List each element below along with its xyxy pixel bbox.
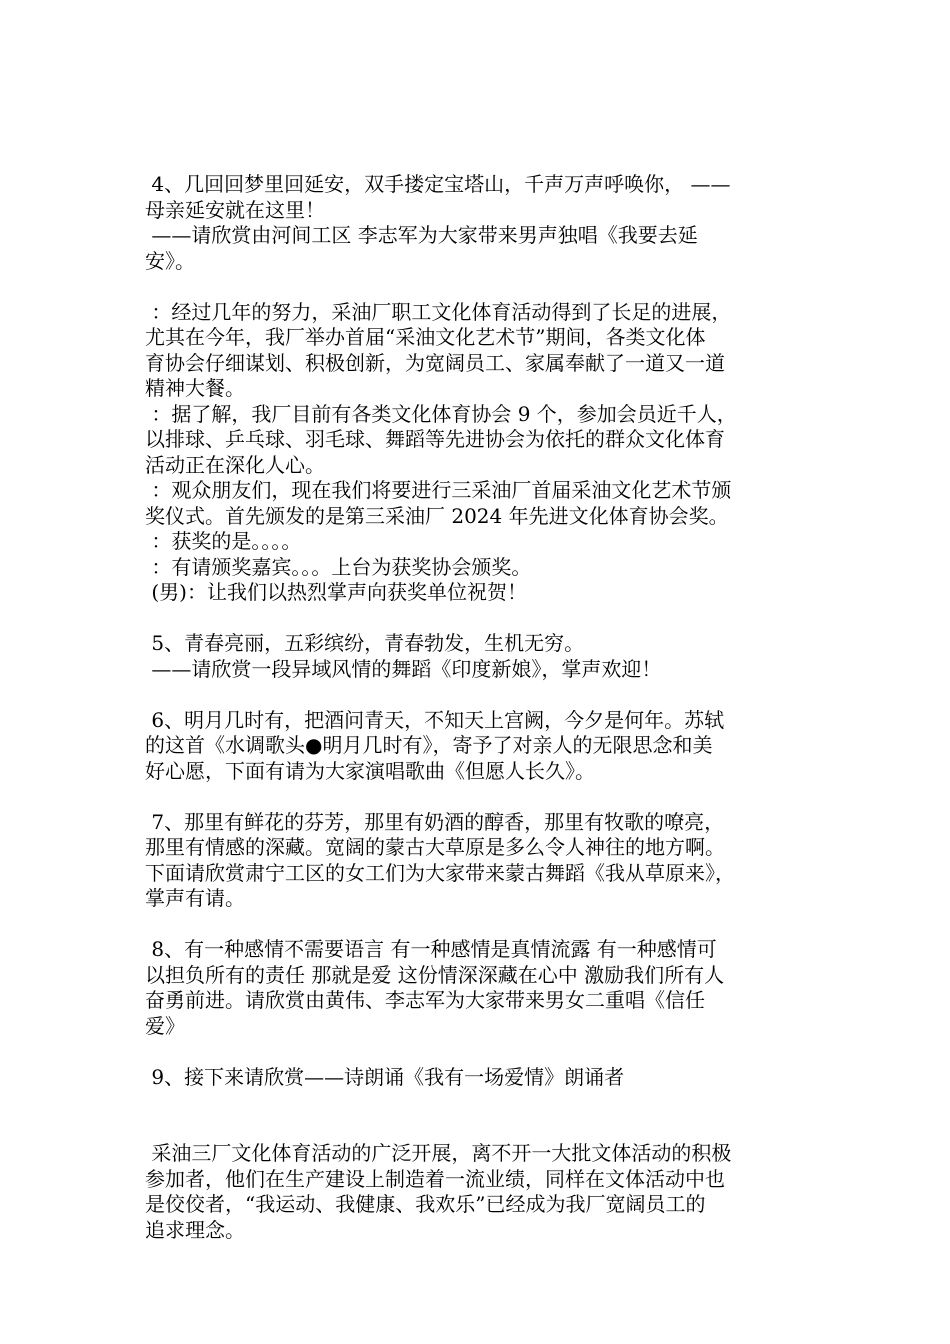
text-line: 9、接下来请欣赏——诗朗诵《我有一场爱情》朗诵者 [145,1064,625,1089]
text-line: 奋勇前进。请欣赏由黄伟、李志军为大家带来男女二重唱《信任 [145,988,705,1012]
text-line: 6、明月几时有，把酒问青天，不知天上宫阙，今夕是何年。苏轼 [145,707,725,732]
text-line: 7、那里有鲜花的芬芳，那里有奶酒的醇香，那里有牧歌的嘹亮， [145,809,725,834]
paragraph-spacer [145,274,817,300]
paragraph-closing [145,1141,817,1243]
paragraph-spacer [145,1039,817,1065]
text-line: 8、有一种感情不需要语言 有一种感情是真情流露 有一种感情可 [145,937,717,961]
text-line: 下面请欣赏肃宁工区的女工们为大家带来蒙古舞蹈《我从草原来》， [145,860,735,885]
text-line: 奖仪式。首先颁发的是第三采油厂 2024 年先进文化体育协会奖。 [145,503,729,528]
paragraph-9 [145,1065,817,1091]
text-line: 以排球、乒乓球、羽毛球、舞蹈等先进协会为依托的群众文化体育 [145,427,725,451]
text-line: 采油三厂文化体育活动的广泛开展，离不开一大批文体活动的积极 [145,1141,732,1165]
text-line: 尤其在今年，我厂举办首届“采油文化艺术节”期间，各类文化体 [145,325,706,349]
paragraph-6 [145,708,817,785]
text-line: 追求理念。 [145,1217,245,1242]
text-line: 5、青春亮丽，五彩缤纷，青春勃发，生机无穷。 [145,631,585,655]
text-line: 参加者，他们在生产建设上制造着一流业绩，同样在文体活动中也 [145,1166,725,1191]
text-line: 母亲延安就在这里！ [145,197,325,222]
text-line: ：有请颁奖嘉宾。。。上台为获奖协会颁奖。 [145,554,532,579]
document-page [145,172,817,1243]
text-line: 精神大餐。 [145,376,245,400]
paragraph-8 [145,937,817,1039]
text-line: ：经过几年的努力，采油厂职工文化体育活动得到了长足的进展， [145,299,732,324]
text-line: ：获奖的是。。。。 [145,529,302,553]
text-line: 好心愿，下面有请为大家演唱歌曲《但愿人长久》。 [145,758,595,783]
text-line: 掌声有请。 [145,886,245,910]
text-line: ——请欣赏由河间工区 李志军为大家带来男声独唱《我要去延 [145,223,698,247]
paragraph-spacer [145,606,817,632]
text-line: ——请欣赏一段异域风情的舞蹈《印度新娘》，掌声欢迎！ [145,656,662,681]
paragraph-spacer [145,912,817,938]
paragraph-4 [145,172,817,274]
paragraph-spacer [145,682,817,708]
text-line: 那里有情感的深藏。宽阔的蒙古大草原是多么令人神往的地方啊。 [145,835,725,859]
text-line: ：据了解，我厂目前有各类文化体育协会 9 个，参加会员近千人， [145,401,737,426]
text-line: 育协会仔细谋划、积极创新，为宽阔员工、家属奉献了一道又一道 [145,350,725,375]
text-line: 爱》 [145,1013,185,1038]
text-line: 是佼佼者，“我运动、我健康、我欢乐”已经成为我厂宽阔员工的 [145,1192,706,1216]
text-line: 活动正在深化人心。 [145,452,325,477]
paragraph-association-awards [145,300,817,606]
paragraph-spacer [145,1090,817,1141]
text-line: (男)：让我们以热烈掌声向获奖单位祝贺！ [145,580,527,604]
paragraph-5 [145,631,817,682]
text-line: ：观众朋友们，现在我们将要进行三采油厂首届采油文化艺术节颁 [145,478,732,502]
paragraph-7 [145,810,817,912]
paragraph-spacer [145,784,817,810]
text-line: 的这首《水调歌头●明月几时有》，寄予了对亲人的无限思念和美 [145,733,713,757]
text-line: 以担负所有的责任 那就是爱 这份情深深藏在心中 激励我们所有人 [145,962,725,987]
text-line: 4、几回回梦里回延安，双手搂定宝塔山，千声万声呼唤你， —— [145,172,731,196]
text-line: 安》。 [145,248,195,273]
